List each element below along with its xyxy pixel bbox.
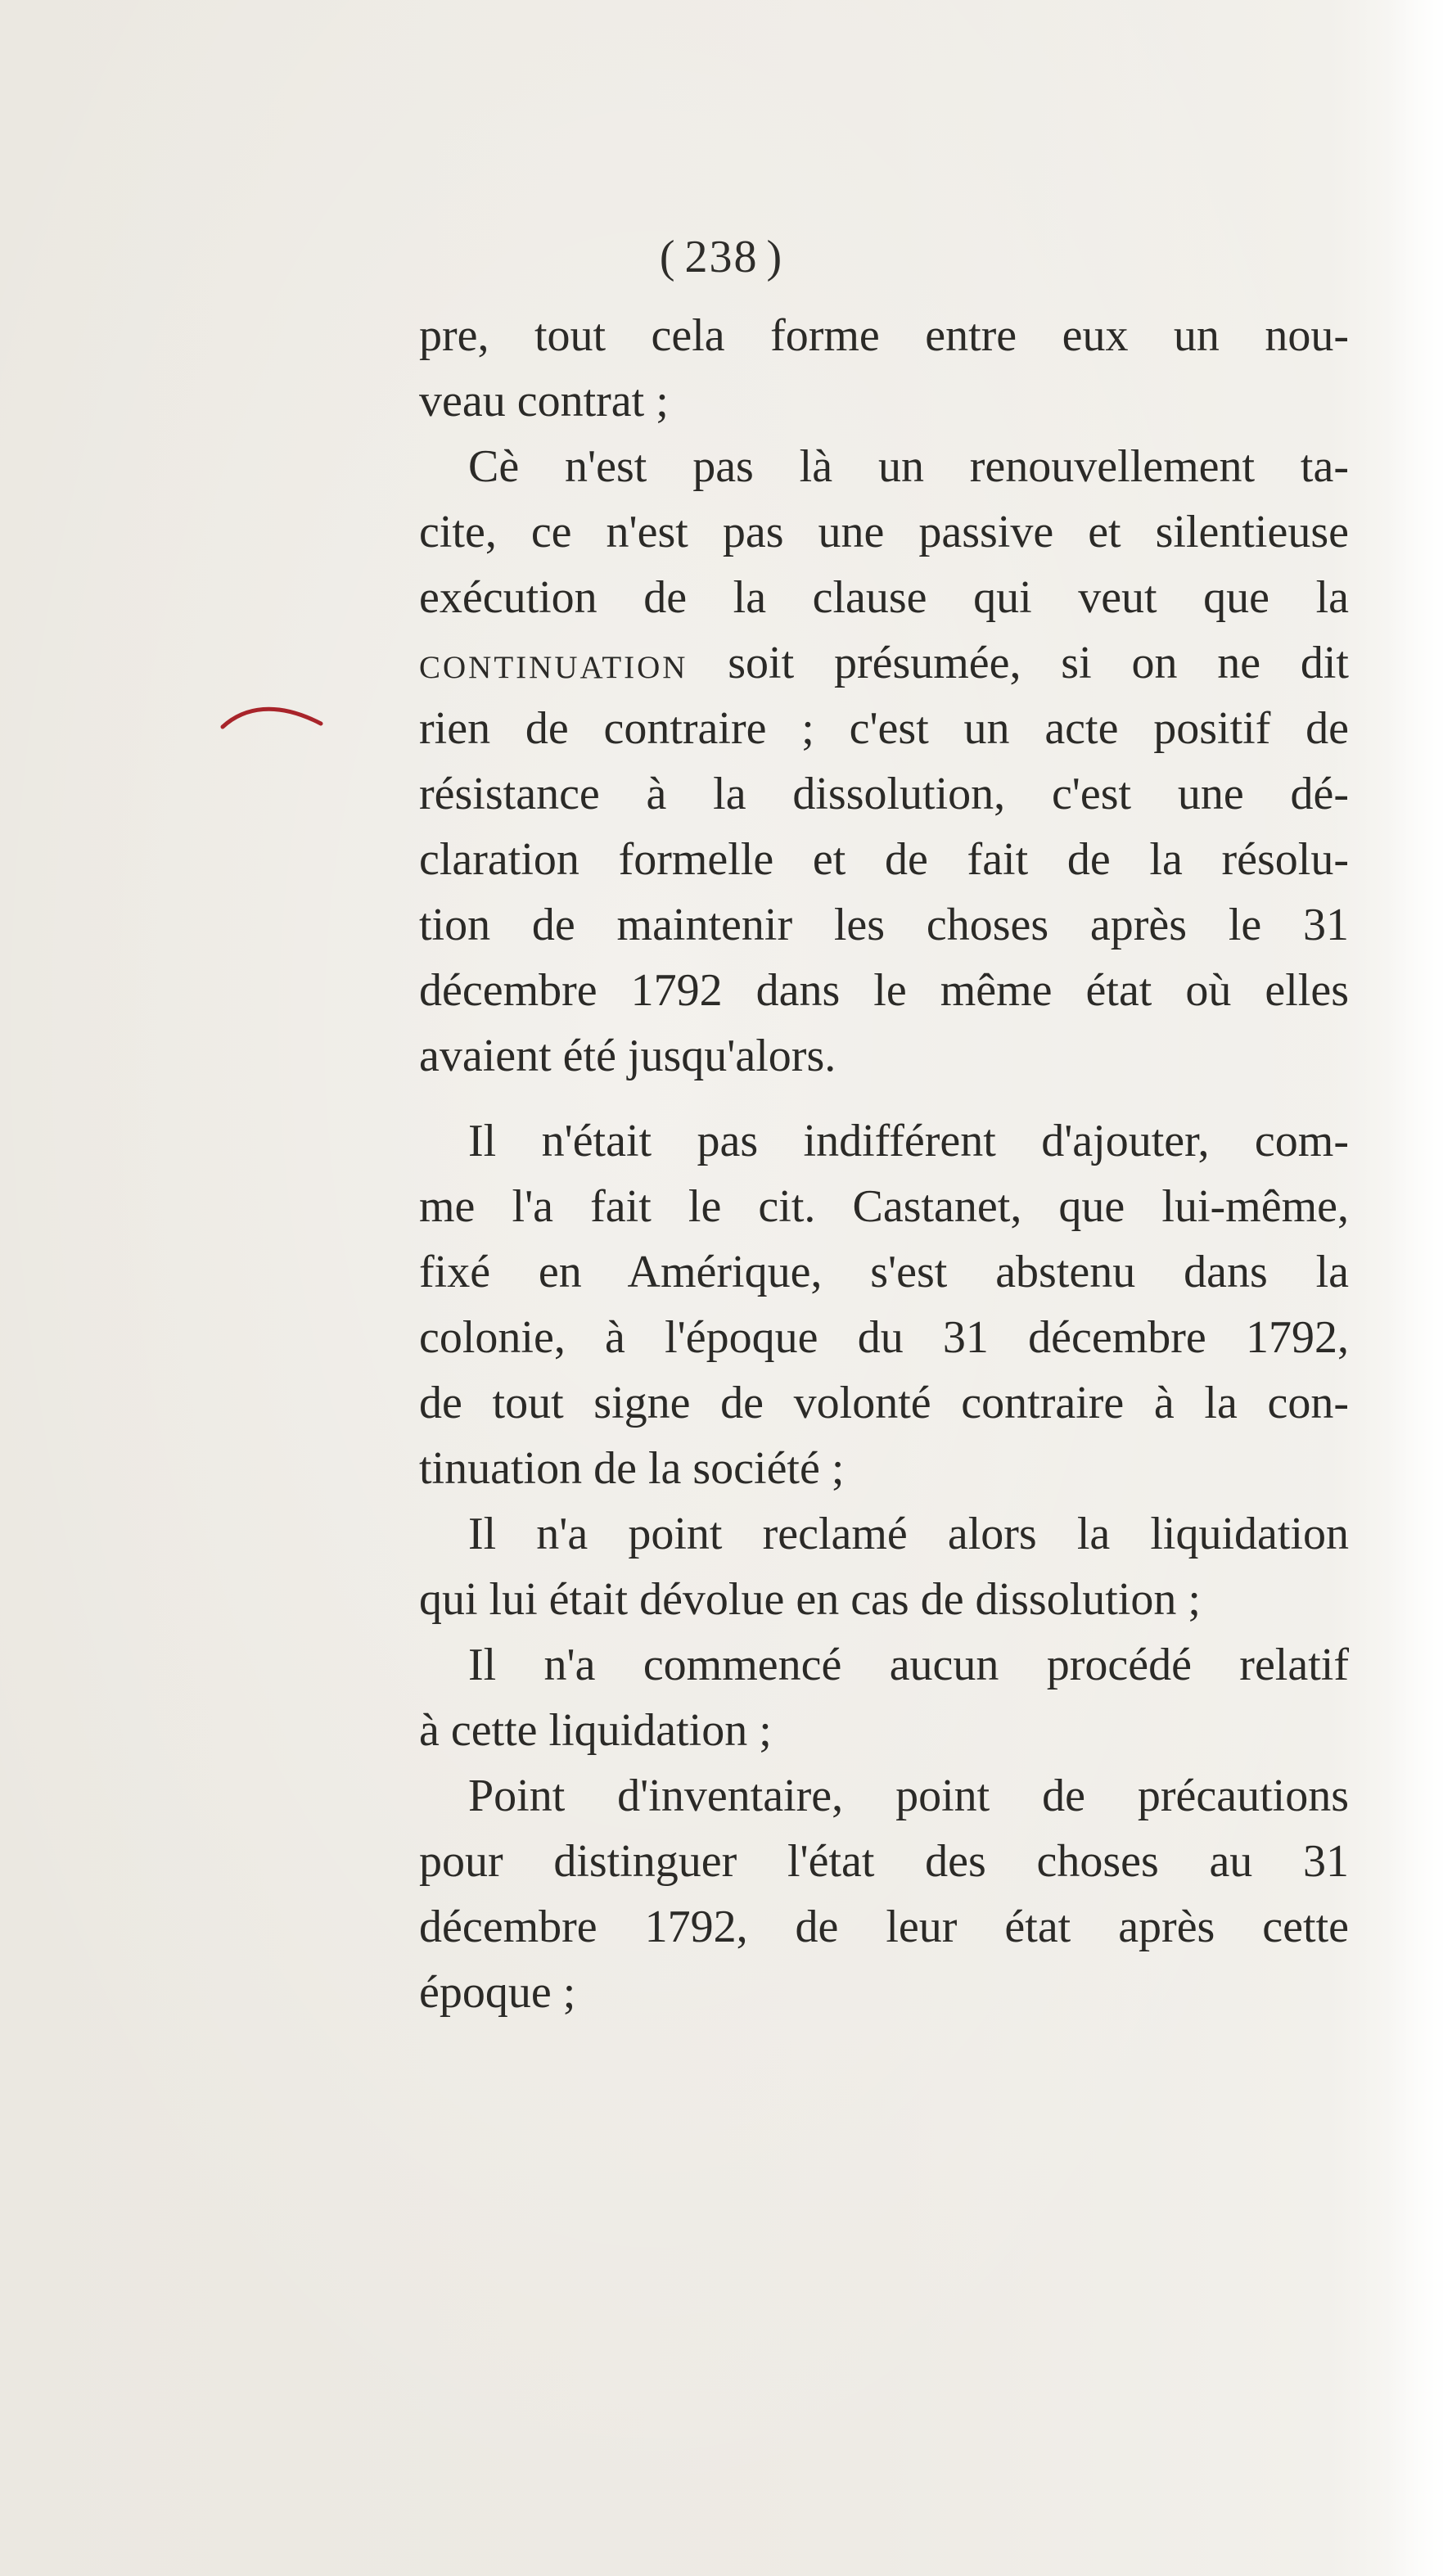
text-line: à cette liquidation ; [419, 1705, 772, 1756]
text-line: veau contrat ; [419, 376, 669, 426]
text-line: rien de contraire ; c'est un acte positif de [419, 703, 1349, 754]
text-line-smallcaps [419, 630, 1349, 696]
text-line-rest: soit présumée, si on ne dit [688, 638, 1349, 688]
text-line: pre, tout cela forme entre eux un nou- [419, 310, 1349, 361]
text-line: fixé en Amérique, s'est abstenu dans la [419, 1247, 1349, 1297]
smallcaps-term: continuation [419, 638, 688, 688]
text-line: époque ; [419, 1967, 576, 2018]
text-line: qui lui était dévolue en cas de dissolution ; [419, 1574, 1201, 1625]
text-line: décembre 1792 dans le même état où elles [419, 965, 1349, 1016]
text-line: me l'a fait le cit. Castanet, que lui-même, [419, 1181, 1349, 1232]
paragraph-gap [419, 1089, 1349, 1108]
paragraph [419, 1632, 1349, 1763]
page-number-value: 238 [684, 232, 759, 282]
paragraph [419, 303, 1349, 434]
body-text [419, 303, 1349, 2025]
page-edge-highlight [1386, 0, 1443, 2576]
text-line: tinuation de la société ; [419, 1443, 845, 1494]
red-pencil-margin-mark [219, 702, 326, 735]
page-number-open-paren: ( [659, 232, 677, 282]
paragraph [419, 1501, 1349, 1632]
text-line: Il n'a commencé aucun procédé relatif [468, 1640, 1349, 1690]
text-line: colonie, à l'époque du 31 décembre 1792, [419, 1312, 1349, 1363]
text-line: Cè n'est pas là un renouvellement ta- [468, 441, 1349, 492]
text-line: cite, ce n'est pas une passive et silentieuse [419, 507, 1349, 557]
text-line: Il n'a point reclamé alors la liquidation [468, 1509, 1349, 1559]
text-line: décembre 1792, de leur état après cette [419, 1902, 1349, 1952]
text-line: Il n'était pas indifférent d'ajouter, com- [468, 1116, 1349, 1166]
page-number [0, 231, 1443, 283]
paragraph [419, 434, 1349, 1089]
text-line: avaient été jusqu'alors. [419, 1031, 836, 1081]
text-line: claration formelle et de fait de la résolu- [419, 834, 1349, 885]
text-line: de tout signe de volonté contraire à la con- [419, 1378, 1349, 1428]
text-line: Point d'inventaire, point de précautions [468, 1771, 1349, 1821]
paragraph [419, 1763, 1349, 2025]
page-number-close-paren: ) [766, 232, 784, 282]
text-line: tion de maintenir les choses après le 31 [419, 900, 1349, 950]
text-line: exécution de la clause qui veut que la [419, 572, 1349, 623]
paragraph [419, 1108, 1349, 1501]
text-line: résistance à la dissolution, c'est une dé- [419, 769, 1349, 819]
text-line: pour distinguer l'état des choses au 31 [419, 1836, 1349, 1887]
